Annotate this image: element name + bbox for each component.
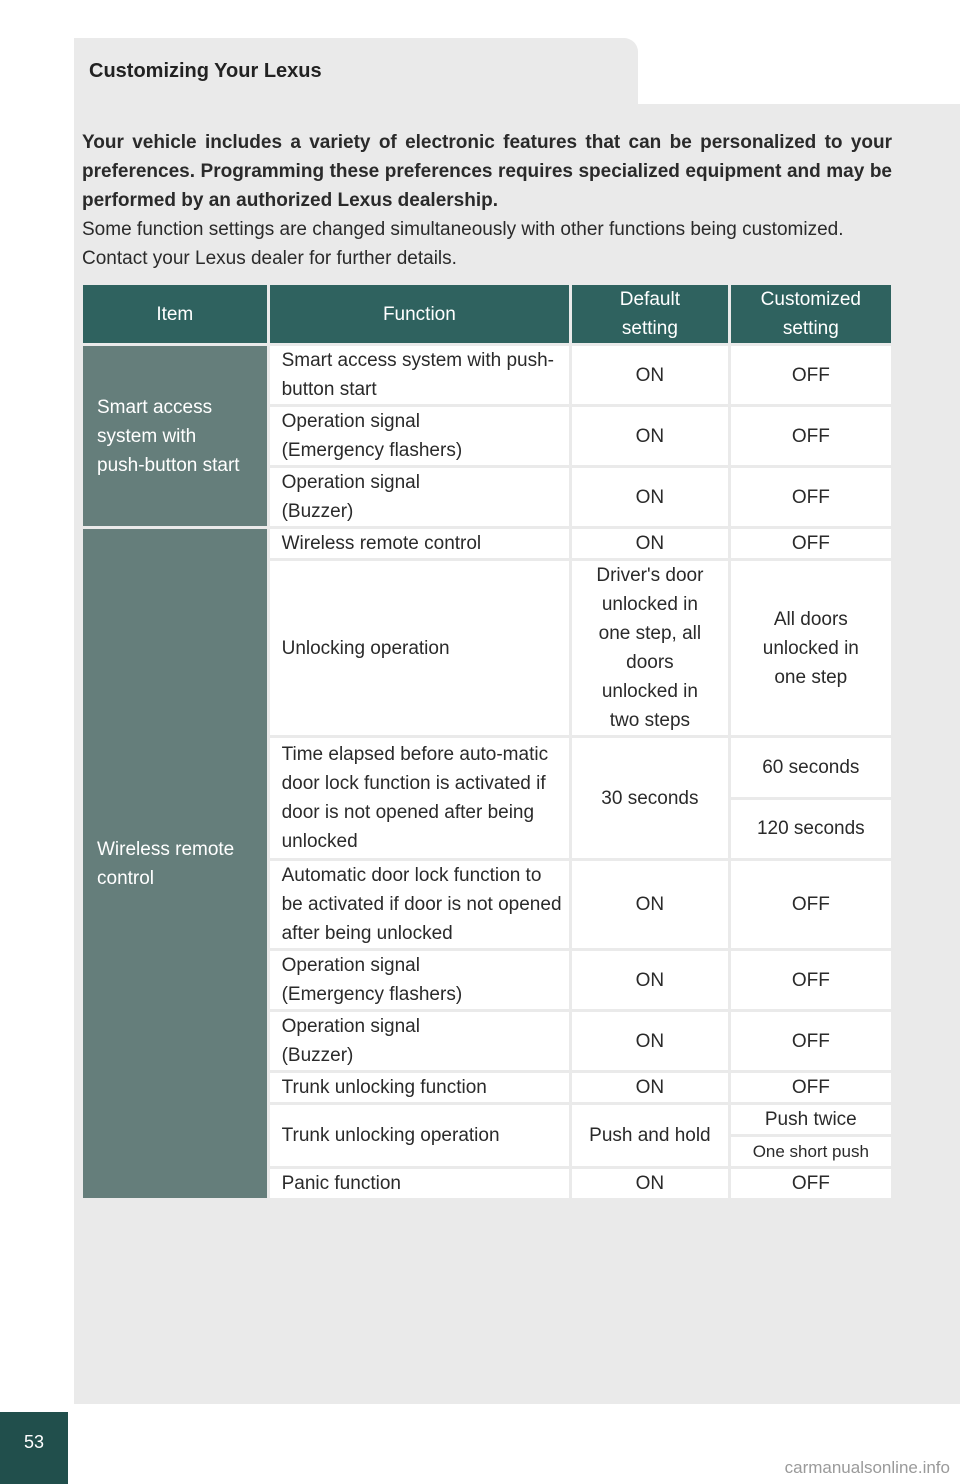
- default-cell: Push and hold: [572, 1105, 727, 1166]
- item-smart-access: Smart access system with push-button start: [83, 346, 267, 526]
- customization-table: [80, 282, 894, 1201]
- default-cell: ON: [572, 529, 727, 558]
- default-cell: ON: [572, 1073, 727, 1102]
- customized-cell: OFF: [731, 1073, 891, 1102]
- page-number: 53: [23, 1432, 45, 1452]
- customized-cell: OFF: [731, 1169, 891, 1198]
- customized-cell: OFF: [731, 529, 891, 558]
- customized-cell: OFF: [731, 861, 891, 948]
- function-cell: Operation signal (Buzzer): [270, 468, 570, 526]
- table-row: [83, 346, 891, 404]
- customized-cell: OFF: [731, 346, 891, 404]
- header-default-setting: Default setting: [572, 285, 727, 343]
- customized-cell: OFF: [731, 468, 891, 526]
- customized-cell: 60 seconds: [731, 738, 891, 797]
- function-cell: Operation signal (Emergency flashers): [270, 407, 570, 465]
- intro-bold-text: Your vehicle includes a variety of electronic features that can be personalized to your preferences. Programming these preferences requires specialized equipment and may be performed by an authorized Lexus dealership.: [82, 132, 892, 211]
- function-cell: Time elapsed before auto-matic door lock function is activated if door is not opened after being unlocked: [270, 738, 570, 858]
- default-cell: ON: [572, 407, 727, 465]
- header-item: Item: [83, 285, 267, 343]
- watermark: carmanualsonline.info: [784, 1458, 950, 1477]
- function-cell: Unlocking operation: [270, 561, 570, 735]
- default-cell: ON: [572, 468, 727, 526]
- function-cell: Operation signal (Emergency flashers): [270, 951, 570, 1009]
- default-cell: ON: [572, 861, 727, 948]
- customized-cell: One short push: [731, 1137, 891, 1166]
- default-cell: ON: [572, 951, 727, 1009]
- function-cell: Trunk unlocking operation: [270, 1105, 570, 1166]
- customized-cell: Push twice: [731, 1105, 891, 1134]
- function-cell: Automatic door lock function to be activated if door is not opened after being unlocked: [270, 861, 570, 948]
- default-cell: ON: [572, 346, 727, 404]
- table-row: [83, 529, 891, 558]
- function-cell: Wireless remote control: [270, 529, 570, 558]
- intro-paragraph: [82, 128, 892, 273]
- function-cell: Smart access system with push-button start: [270, 346, 570, 404]
- table-header-row: [83, 285, 891, 343]
- header-customized-setting: Customized setting: [731, 285, 891, 343]
- intro-note-text: Some function settings are changed simultaneously with other functions being customized. Contact your Lexus dealer for further details.: [82, 219, 844, 269]
- default-cell: ON: [572, 1169, 727, 1198]
- function-cell: Panic function: [270, 1169, 570, 1198]
- customized-cell: All doors unlocked in one step: [731, 561, 891, 735]
- customized-cell: OFF: [731, 407, 891, 465]
- customized-cell: OFF: [731, 1012, 891, 1070]
- function-cell: Trunk unlocking function: [270, 1073, 570, 1102]
- customized-cell: OFF: [731, 951, 891, 1009]
- default-cell: Driver's door unlocked in one step, all doors unlocked in two steps: [572, 561, 727, 735]
- customized-cell: 120 seconds: [731, 800, 891, 859]
- function-cell: Operation signal (Buzzer): [270, 1012, 570, 1070]
- page-title: Customizing Your Lexus: [89, 60, 322, 82]
- item-wireless-remote-control: Wireless remote control: [83, 529, 267, 1198]
- default-cell: ON: [572, 1012, 727, 1070]
- default-cell: 30 seconds: [572, 738, 727, 858]
- header-function: Function: [270, 285, 570, 343]
